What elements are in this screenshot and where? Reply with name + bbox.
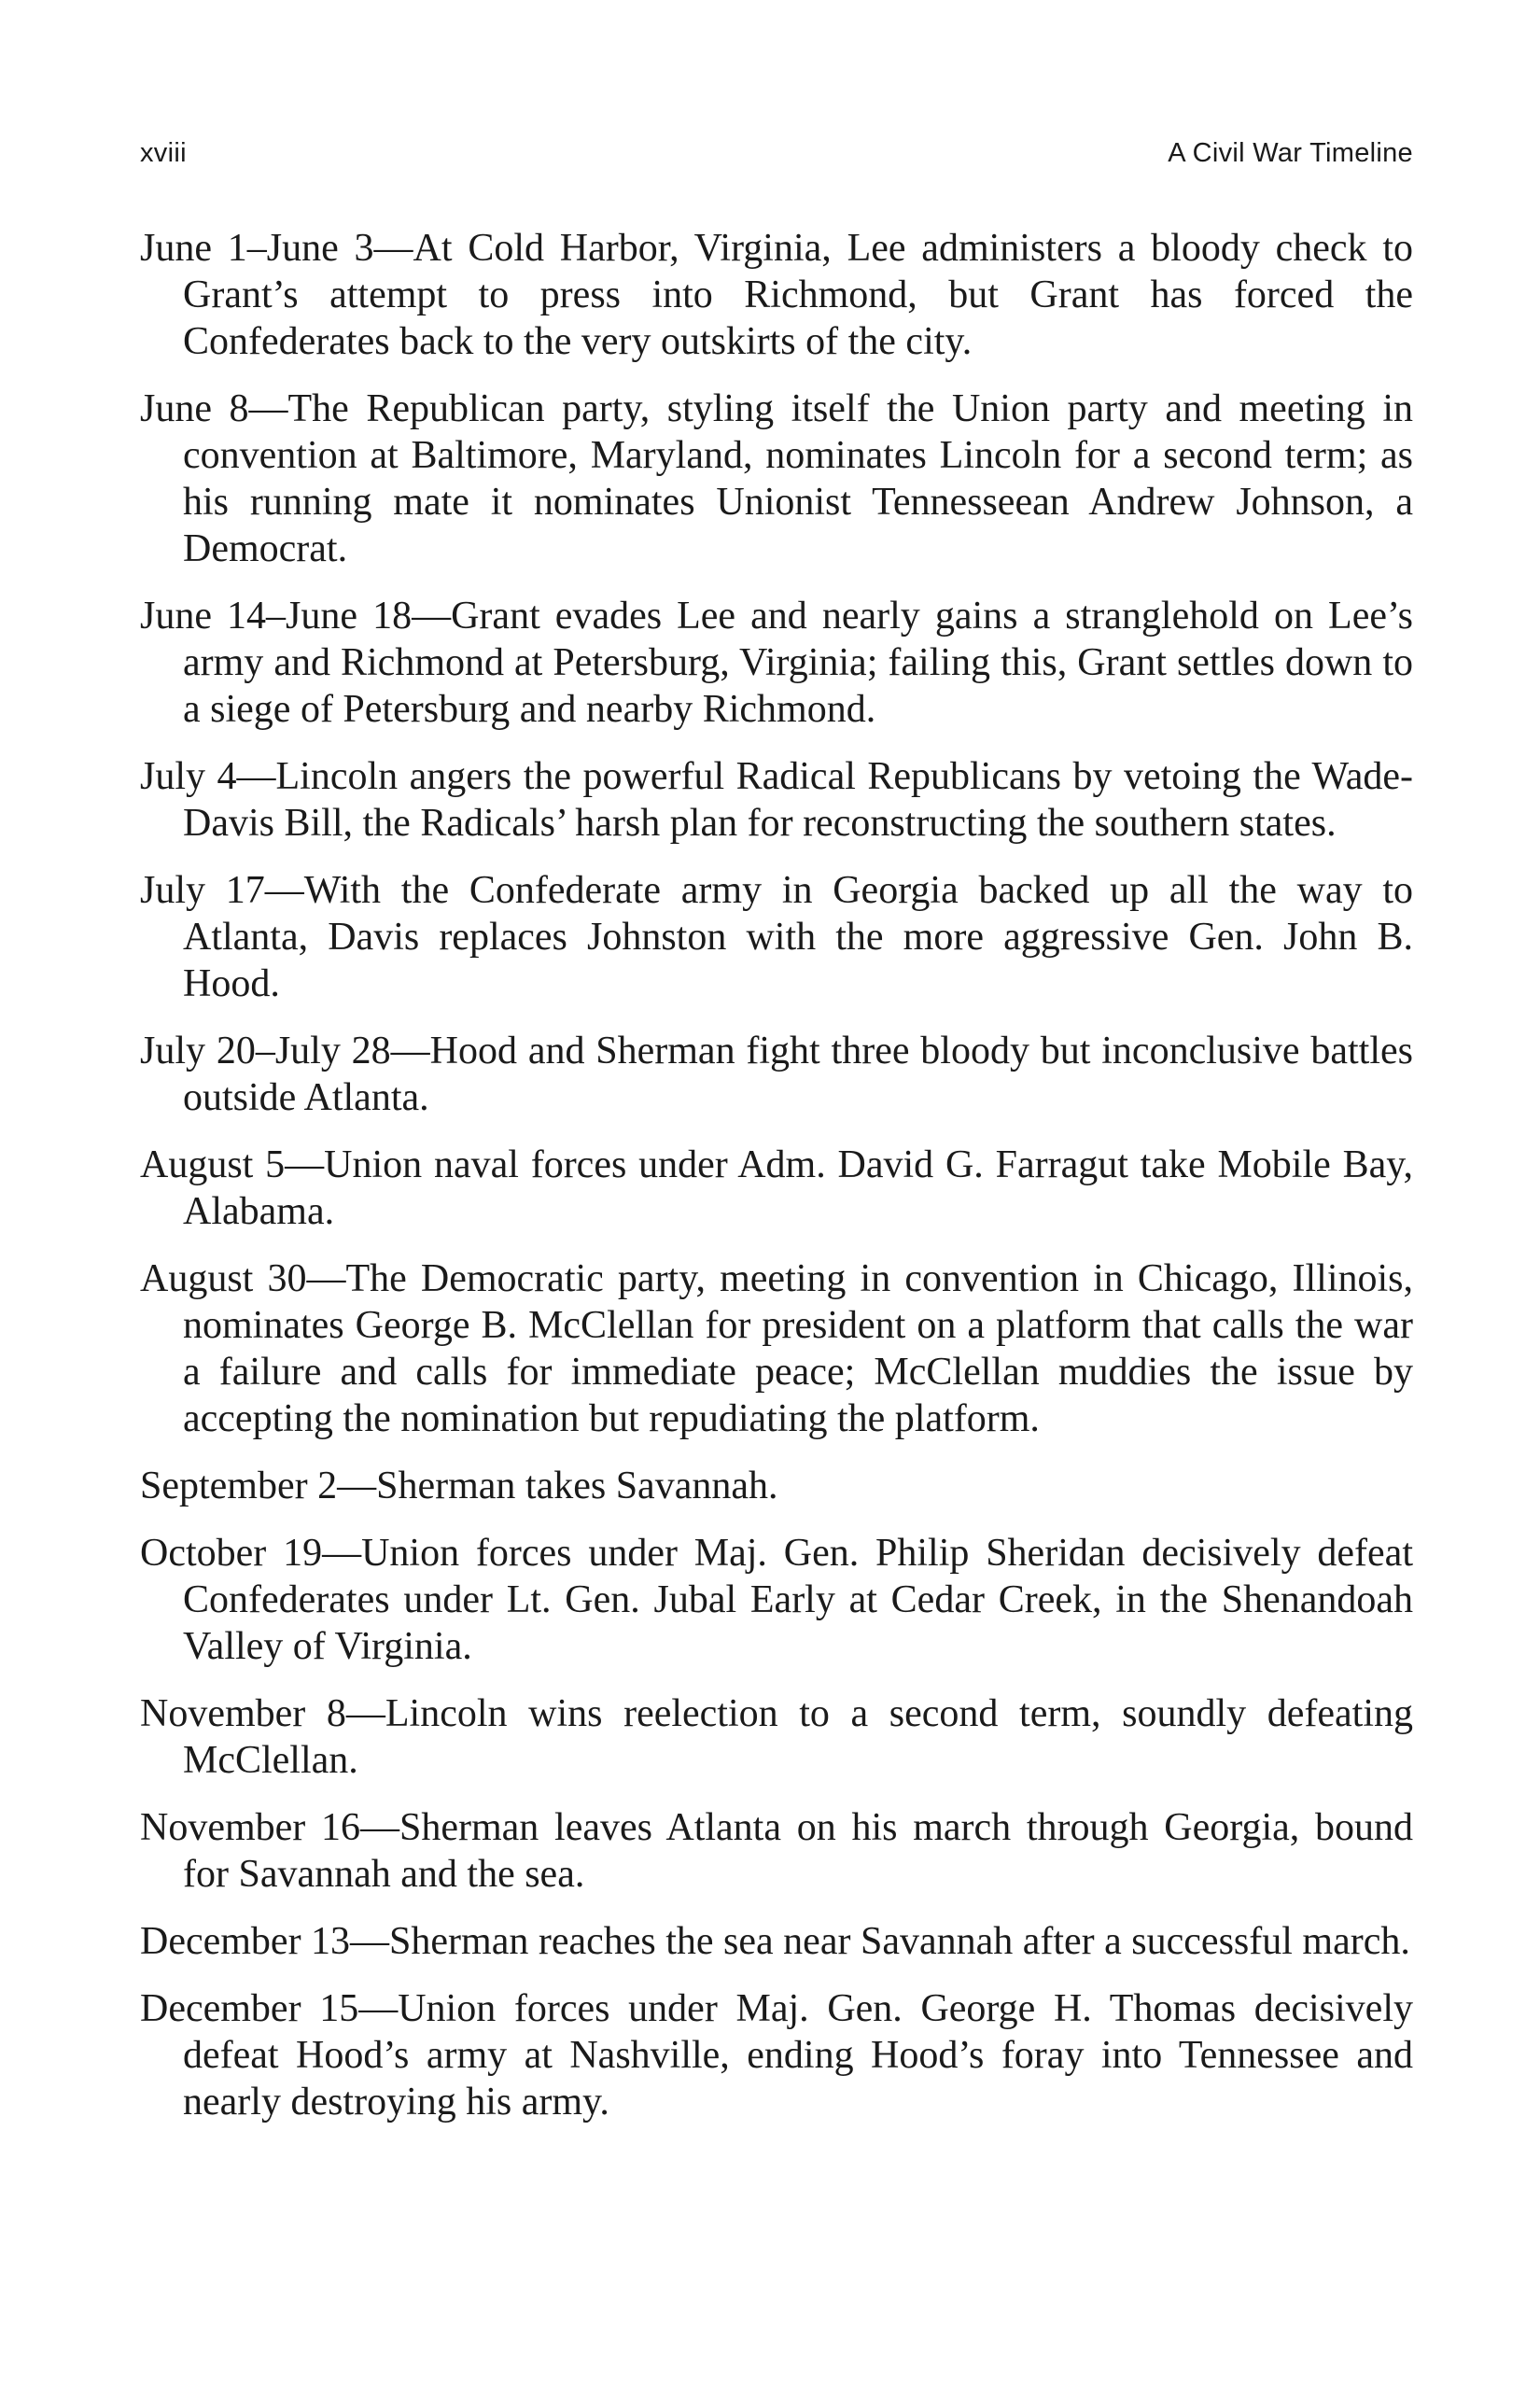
timeline-entry-june-1: June 1–June 3—At Cold Harbor, Virginia, Lee administers a bloody check to Grant’s attempt to press into Richmond, but Grant has forced the Confederates back to the very outskirts of the city. [140, 227, 1413, 363]
timeline-entry-december-15: December 15—Union forces under Maj. Gen. George H. Thomas decisively defeat Hood’s army at Nashville, ending Hood’s foray into Tennessee and nearly destroying his army. [140, 1987, 1413, 2124]
timeline-entry-november-8: November 8—Lincoln wins reelection to a second term, soundly defeating McClellan. [140, 1692, 1413, 1782]
timeline-entry-july-17: July 17—With the Confederate army in Georgia backed up all the way to Atlanta, Davis replaces Johnston with the more aggressive Gen. John B. Hood. [140, 869, 1413, 1005]
running-title: A Civil War Timeline [1168, 138, 1413, 168]
page-number: xviii [140, 138, 187, 168]
timeline-entry-october-19: October 19—Union forces under Maj. Gen. Philip Sheridan decisively defeat Confederates under Lt. Gen. Jubal Early at Cedar Creek, in the Shenandoah Valley of Virginia. [140, 1532, 1413, 1668]
running-header [140, 138, 1413, 169]
timeline-entries [140, 225, 1413, 2125]
timeline-entry-september-2: September 2—Sherman takes Savannah. [140, 1465, 778, 1507]
timeline-entry-june-14: June 14–June 18—Grant evades Lee and nearly gains a stranglehold on Lee’s army and Richmond at Petersburg, Virginia; failing this, Grant settles down to a siege of Petersburg and nearby Richmond. [140, 595, 1413, 731]
timeline-entry-july-20: July 20–July 28—Hood and Sherman fight three bloody but inconclusive battles outside Atlanta. [140, 1030, 1413, 1119]
timeline-entry-august-30: August 30—The Democratic party, meeting in convention in Chicago, Illinois, nominates George B. McClellan for president on a platform that calls the war a failure and calls for immediate peace; McClellan muddies the issue by accepting the nomination but repudiating the platform. [140, 1257, 1413, 1440]
timeline-entry-december-13: December 13—Sherman reaches the sea near Savannah after a successful march. [140, 1920, 1410, 1963]
timeline-entry-august-5: August 5—Union naval forces under Adm. David G. Farragut take Mobile Bay, Alabama. [140, 1143, 1413, 1233]
timeline-entry-july-4: July 4—Lincoln angers the powerful Radical Republicans by vetoing the Wade-Davis Bill, the Radicals’ harsh plan for reconstructing the southern states. [140, 755, 1413, 845]
timeline-entry-june-8: June 8—The Republican party, styling itself the Union party and meeting in convention at Baltimore, Maryland, nominates Lincoln for a second term; as his running mate it nominates Unionist Tennesseean Andrew Johnson, a Democrat. [140, 387, 1413, 570]
timeline-entry-november-16: November 16—Sherman leaves Atlanta on his march through Georgia, bound for Savannah and the sea. [140, 1806, 1413, 1896]
